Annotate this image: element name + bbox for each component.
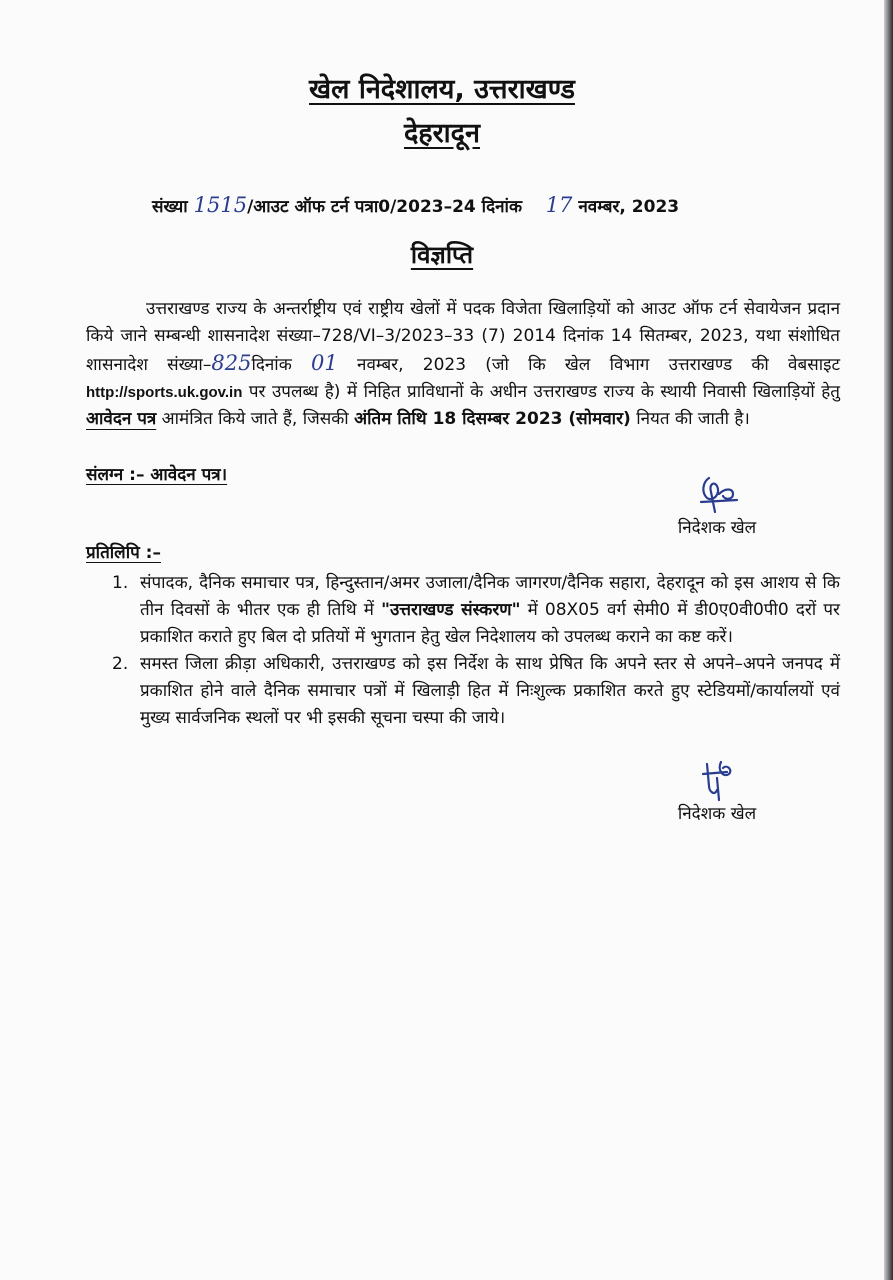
copy-to-list (86, 570, 840, 732)
signature-block-1 (652, 472, 782, 540)
list-item: 1. संपादक, दैनिक समाचार पत्र, हिन्दुस्तान/अमर उजाला/दैनिक जागरण/दैनिक सहारा, देहरादून को इस आशय से कि तीन दिवसों के भीतर एक ही तिथि में "उत्तराखण्ड संस्करण" में 08X05 वर्ग सेमी0 में डी0ए0वी0पी0 दरों पर प्रकाशित कराते हुए बिल दो प्रतियों में भुगतान हेतु खेल निदेशालय को उपलब्ध कराने का कष्ट करें। (112, 573, 840, 647)
notice-title: विज्ञप्ति (410, 241, 474, 269)
signature-scribble-icon (687, 756, 747, 802)
reference-file: /आउट ऑफ टर्न पत्रा0/2023–24 दिनांक (247, 197, 522, 217)
list-item: 2. समस्त जिला क्रीड़ा अधिकारी, उत्तराखण्ड को इस निर्देश के साथ प्रेषित कि अपने स्तर से अपने–अपने जनपद में प्रकाशित होने वाले दैनिक समाचार पत्रों में खिलाड़ी हित में निःशुल्क प्रकाशित करते हुए स्टेडियमों/कार्यालयों एवं मुख्य सार्वजनिक स्थलों पर भी इसकी सूचना चस्पा की जाये। (112, 654, 840, 728)
enclosure-note: संलग्न :– आवेदन पत्र। (86, 465, 228, 485)
deadline-text: अंतिम तिथि 18 दिसम्बर 2023 (सोमवार) (354, 409, 631, 429)
signatory-designation: निदेशक खेल (677, 518, 757, 538)
reference-prefix: संख्या (152, 197, 188, 217)
handwritten-go-day: 01 (311, 351, 338, 375)
page-edge-shadow (884, 0, 893, 1280)
handwritten-ref-number: 1515 (193, 193, 248, 217)
copy-to-heading: प्रतिलिपि :– (86, 543, 161, 563)
reference-line (152, 192, 812, 221)
notice-body: उत्तराखण्ड राज्य के अन्तर्राष्ट्रीय एवं राष्ट्रीय खेलों में पदक विजेता खिलाड़ियों को आउट ऑफ टर्न सेवायेजन प्रदान किये जाने सम्बन्धी शासनादेश संख्या–728/VI–3/2023–33 (7) 2014 दिनांक 14 सितम्बर, 2023, यथा संशोधित शासनादेश संख्या–825दिनांक 01 नवम्बर, 2023 (जो कि खेल विभाग उत्तराखण्ड की वेबसाइट http://sports.uk.gov.in पर उपलब्ध है) में निहित प्राविधानों के अधीन उत्तराखण्ड राज्य के स्थायी निवासी खिलाड़ियों हेतु आवेदन पत्र आमंत्रित किये जाते हैं, जिसकी अंतिम तिथि 18 दिसम्बर 2023 (सोमवार) नियत की जाती है। (86, 299, 841, 429)
website-link[interactable]: http://sports.uk.gov.in (86, 384, 243, 401)
signatory-designation: निदेशक खेल (677, 804, 757, 824)
office-heading (0, 72, 884, 108)
handwritten-day: 17 (545, 193, 573, 217)
signature-block-2 (652, 756, 782, 826)
office-name: खेल निदेशालय, उत्तराखण्ड (309, 74, 575, 105)
reference-date: नवम्बर, 2023 (578, 197, 680, 217)
city-heading (0, 116, 884, 152)
handwritten-go-number: 825 (211, 351, 252, 375)
signature-scribble-icon (687, 472, 747, 516)
city-name: देहरादून (403, 118, 481, 149)
application-form-text: आवेदन पत्र (86, 409, 157, 429)
